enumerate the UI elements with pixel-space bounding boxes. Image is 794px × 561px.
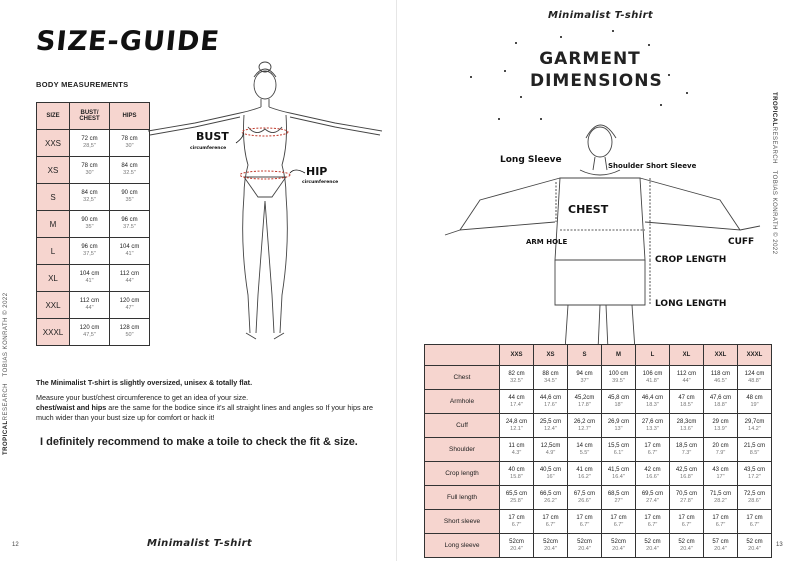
- page-number-right: 13: [776, 542, 783, 548]
- tshirt-figure-illustration: [440, 110, 780, 350]
- value-cell: 28,3cm 13.6": [670, 414, 704, 438]
- value-cell: 67,5 cm 26.6": [568, 486, 602, 510]
- table-row: [37, 265, 150, 292]
- header-hips: HIPS: [110, 103, 150, 130]
- value-cell: 52cm 20.4": [602, 534, 636, 558]
- size-guide-title: SIZE-GUIDE: [34, 26, 222, 57]
- value-cell: 29,7cm 14.2": [738, 414, 772, 438]
- value-cell: 17 cm 6.7": [534, 510, 568, 534]
- header-size-m: M: [602, 345, 636, 366]
- value-cell: 26,2 cm 12.7": [568, 414, 602, 438]
- value-cell: 17 cm 6.7": [636, 510, 670, 534]
- right-side-credit: TROPICALRESEARCH TOBIAS KONRATH © 2022: [771, 92, 777, 255]
- long-length-label: LONG LENGTH: [655, 299, 727, 309]
- hips-cell: 84 cm 32.5": [110, 157, 150, 184]
- table-row: [37, 319, 150, 346]
- bust-label: BUST: [196, 130, 229, 143]
- bust-cell: 78 cm 30": [70, 157, 110, 184]
- value-cell: 45,8 cm 18": [602, 390, 636, 414]
- value-cell: 52cm 20.4": [534, 534, 568, 558]
- measurement-label-cell: Long sleeve: [425, 534, 500, 558]
- table-row: [425, 486, 772, 510]
- value-cell: 71,5 cm 28.2": [704, 486, 738, 510]
- value-cell: 45,2cm 17.8": [568, 390, 602, 414]
- bust-cell: 96 cm 37,5": [70, 238, 110, 265]
- bust-cell: 72 cm 28,5": [70, 130, 110, 157]
- measurement-label-cell: Full length: [425, 486, 500, 510]
- size-cell: XXS: [37, 130, 70, 157]
- table-row: [425, 438, 772, 462]
- value-cell: 52cm 20.4": [568, 534, 602, 558]
- table-row: [37, 211, 150, 238]
- crop-length-label: CROP LENGTH: [655, 255, 727, 265]
- value-cell: 52 cm 20.4": [738, 534, 772, 558]
- shoulder-label: Shoulder: [608, 162, 644, 170]
- value-cell: 47 cm 18.5": [670, 390, 704, 414]
- size-cell: XS: [37, 157, 70, 184]
- desc-line-3: chest/waist and hips are the same for the bodice since it's all straight lines and angles so If your hips are much wider than your bust size up for comfort or hack it!: [36, 403, 373, 422]
- short-sleeve-label: Short Sleeve: [646, 162, 697, 170]
- value-cell: 17 cm 6.7": [568, 510, 602, 534]
- value-cell: 29 cm 13.9": [704, 414, 738, 438]
- value-cell: 17 cm 6.7": [670, 510, 704, 534]
- bust-cell: 112 cm 44": [70, 292, 110, 319]
- table-row: [37, 292, 150, 319]
- table-row: [425, 534, 772, 558]
- value-cell: 112 cm 44": [670, 366, 704, 390]
- value-cell: 43,5 cm 17.2": [738, 462, 772, 486]
- value-cell: 52 cm 20.4": [636, 534, 670, 558]
- value-cell: 68,5 cm 27": [602, 486, 636, 510]
- size-cell: XXL: [37, 292, 70, 319]
- size-cell: XXXL: [37, 319, 70, 346]
- value-cell: 100 cm 39.5": [602, 366, 636, 390]
- header-size-xxs: XXS: [500, 345, 534, 366]
- header-size: SIZE: [37, 103, 70, 130]
- value-cell: 47,6 cm 18.8": [704, 390, 738, 414]
- value-cell: 26,9 cm 13": [602, 414, 636, 438]
- bust-sub-label: circumference: [190, 146, 227, 151]
- header-bust: BUST/ CHEST: [70, 103, 110, 130]
- size-cell: M: [37, 211, 70, 238]
- hips-cell: 90 cm 35": [110, 184, 150, 211]
- value-cell: 17 cm 6.7": [636, 438, 670, 462]
- value-cell: 40,5 cm 16": [534, 462, 568, 486]
- body-measurements-table: [36, 102, 150, 346]
- measurement-label-cell: Chest: [425, 366, 500, 390]
- value-cell: 18,5 cm 7.3": [670, 438, 704, 462]
- description-text: [36, 378, 386, 423]
- hips-cell: 78 cm 30": [110, 130, 150, 157]
- garment-dimensions-table: [424, 344, 772, 558]
- bust-cell: 104 cm 41": [70, 265, 110, 292]
- value-cell: 27,6 cm 13.3": [636, 414, 670, 438]
- value-cell: 46,4 cm 18.3": [636, 390, 670, 414]
- table-header-row: [37, 103, 150, 130]
- body-figure-illustration: [140, 55, 390, 345]
- value-cell: 94 cm 37": [568, 366, 602, 390]
- value-cell: 106 cm 41.8": [636, 366, 670, 390]
- table-row: [37, 157, 150, 184]
- table-row: [425, 414, 772, 438]
- chest-label: CHEST: [568, 203, 609, 216]
- table-row: [425, 510, 772, 534]
- hips-cell: 112 cm 44": [110, 265, 150, 292]
- body-measurements-label: BODY MEASUREMENTS: [36, 80, 129, 89]
- value-cell: 52 cm 20.4": [670, 534, 704, 558]
- value-cell: 11 cm 4.3": [500, 438, 534, 462]
- table-row: [37, 130, 150, 157]
- minimalist-tshirt-logo-footer: Minimalist T-shirt: [147, 538, 253, 549]
- measurement-label-cell: Crop length: [425, 462, 500, 486]
- value-cell: 42,5 cm 16.8": [670, 462, 704, 486]
- value-cell: 69,5 cm 27.4": [636, 486, 670, 510]
- header-size-xxl: XXL: [704, 345, 738, 366]
- value-cell: 44,6 cm 17.6": [534, 390, 568, 414]
- minimalist-tshirt-logo-top: Minimalist T-shirt: [548, 10, 654, 21]
- header-size-xl: XL: [670, 345, 704, 366]
- header-blank: [425, 345, 500, 366]
- measurement-label-cell: Cuff: [425, 414, 500, 438]
- value-cell: 124 cm 48.8": [738, 366, 772, 390]
- size-cell: S: [37, 184, 70, 211]
- value-cell: 66,5 cm 26.2": [534, 486, 568, 510]
- long-sleeve-label: Long Sleeve: [500, 155, 562, 165]
- value-cell: 43 cm 17": [704, 462, 738, 486]
- table-row: [425, 390, 772, 414]
- left-side-credit: TROPICALRESEARCH TOBIAS KONRATH © 2022: [3, 292, 9, 455]
- value-cell: 12,5cm 4.9": [534, 438, 568, 462]
- table-row: [425, 462, 772, 486]
- cuff-label: CUFF: [728, 237, 755, 247]
- table-row: [37, 238, 150, 265]
- value-cell: 20 cm 7.9": [704, 438, 738, 462]
- arm-hole-label: ARM HOLE: [526, 238, 568, 246]
- header-size-s: S: [568, 345, 602, 366]
- value-cell: 40 cm 15.8": [500, 462, 534, 486]
- hips-cell: 96 cm 37.5": [110, 211, 150, 238]
- value-cell: 41,5 cm 16.4": [602, 462, 636, 486]
- value-cell: 24,8 cm 12.1": [500, 414, 534, 438]
- size-cell: XL: [37, 265, 70, 292]
- value-cell: 17 cm 6.7": [500, 510, 534, 534]
- hips-cell: 120 cm 47": [110, 292, 150, 319]
- body-table-body: [37, 130, 150, 346]
- value-cell: 88 cm 34.5": [534, 366, 568, 390]
- desc-line-1: The Minimalist T-shirt is slightly oversized, unisex & totally flat.: [36, 378, 253, 387]
- value-cell: 42 cm 16.6": [636, 462, 670, 486]
- header-size-l: L: [636, 345, 670, 366]
- value-cell: 17 cm 6.7": [738, 510, 772, 534]
- value-cell: 82 cm 32.5": [500, 366, 534, 390]
- hips-cell: 104 cm 41": [110, 238, 150, 265]
- table-header-row: [425, 345, 772, 366]
- hips-cell: 128 cm 50": [110, 319, 150, 346]
- measurement-label-cell: Armhole: [425, 390, 500, 414]
- value-cell: 118 cm 46.5": [704, 366, 738, 390]
- toile-recommendation: I definitely recommend to make a toile to check the fit & size.: [40, 436, 358, 448]
- value-cell: 48 cm 19": [738, 390, 772, 414]
- size-cell: L: [37, 238, 70, 265]
- measurement-label-cell: Short sleeve: [425, 510, 500, 534]
- page-number-left: 12: [12, 542, 19, 548]
- value-cell: 52cm 20.4": [500, 534, 534, 558]
- value-cell: 25,5 cm 12.4": [534, 414, 568, 438]
- header-size-xs: XS: [534, 345, 568, 366]
- measurement-label-cell: Shoulder: [425, 438, 500, 462]
- garment-dimensions-title: GARMENT DIMENSIONS: [530, 49, 663, 91]
- value-cell: 17 cm 6.7": [602, 510, 636, 534]
- value-cell: 72,5 cm 28.6": [738, 486, 772, 510]
- table-row: [425, 366, 772, 390]
- hip-label: HIP: [306, 165, 328, 178]
- value-cell: 41 cm 16.2": [568, 462, 602, 486]
- value-cell: 15,5 cm 6.1": [602, 438, 636, 462]
- value-cell: 44 cm 17.4": [500, 390, 534, 414]
- desc-line-2: Measure your bust/chest circumference to get an idea of your size.: [36, 393, 249, 402]
- value-cell: 14 cm 5.5": [568, 438, 602, 462]
- value-cell: 21,5 cm 8.5": [738, 438, 772, 462]
- bust-cell: 84 cm 32,5": [70, 184, 110, 211]
- value-cell: 70,5 cm 27.8": [670, 486, 704, 510]
- table-row: [37, 184, 150, 211]
- value-cell: 17 cm 6.7": [704, 510, 738, 534]
- bust-cell: 120 cm 47,5": [70, 319, 110, 346]
- garment-table-body: [425, 366, 772, 558]
- value-cell: 65,5 cm 25.8": [500, 486, 534, 510]
- header-size-xxxl: XXXL: [738, 345, 772, 366]
- bust-cell: 90 cm 35": [70, 211, 110, 238]
- hip-sub-label: circumference: [302, 180, 339, 185]
- value-cell: 57 cm 20.4": [704, 534, 738, 558]
